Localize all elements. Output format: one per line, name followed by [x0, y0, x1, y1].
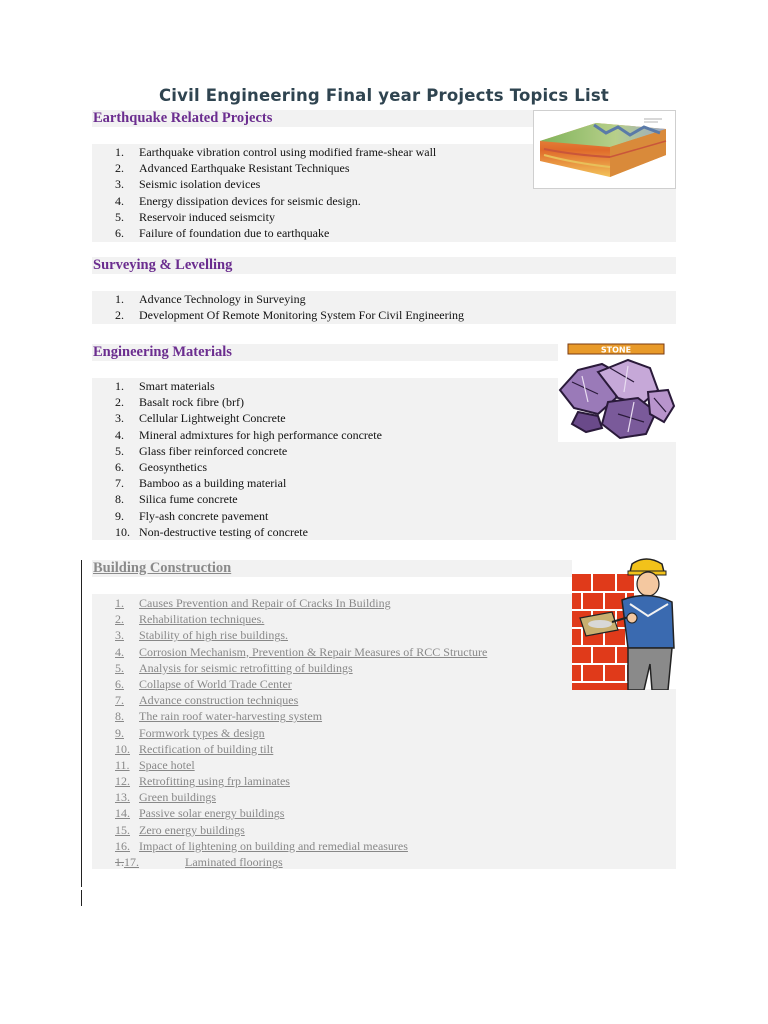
list-item: 5. Glass fiber reinforced concrete — [115, 443, 288, 458]
list-item: 2. Basalt rock fibre (brf) — [115, 395, 244, 410]
list-item: 12. Retrofitting using frp laminates — [115, 774, 290, 789]
list-item: 7. Advance construction techniques — [115, 693, 299, 708]
list-item: 14. Passive solar energy buildings — [115, 806, 285, 821]
list-item: 3. Stability of high rise buildings. — [115, 628, 288, 643]
list-item: 6. Failure of foundation due to earthquake — [115, 225, 330, 240]
list-item: 13. Green buildings — [115, 790, 216, 805]
earth-layers-image — [533, 110, 676, 189]
list-item: 10. Non-destructive testing of concrete — [115, 524, 308, 539]
list-item: 11. Space hotel — [115, 757, 195, 772]
list-materials — [93, 378, 382, 540]
list-item: 4. Energy dissipation devices for seismic design. — [115, 193, 361, 208]
list-item: 5. Reservoir induced seismcity — [115, 209, 275, 224]
bricklayer-clipart — [572, 556, 676, 690]
list-item: 1. Earthquake vibration control using modified frame-shear wall — [115, 145, 437, 159]
list-item: 1. Smart materials — [115, 379, 215, 393]
list-building — [93, 595, 487, 870]
section-heading-surveying: Surveying & Levelling — [93, 257, 233, 273]
list-item: 16. Impact of lightening on building and remedial measures — [115, 838, 408, 853]
struck-number: 1. — [115, 855, 124, 869]
list-item: 10. Rectification of building tilt — [115, 741, 274, 756]
list-item: 8. Silica fume concrete — [115, 492, 238, 507]
list-item: 7. Bamboo as a building material — [115, 476, 287, 491]
list-item: 4. Mineral admixtures for high performance concrete — [115, 427, 382, 442]
list-earthquake — [93, 144, 436, 241]
list-item: 3. Seismic isolation devices — [115, 177, 261, 192]
list-item: 3. Cellular Lightweight Concrete — [115, 411, 286, 426]
list-item: 15. Zero energy buildings — [115, 822, 245, 837]
list-item: 1. Causes Prevention and Repair of Cracks In Building — [115, 596, 391, 610]
list-surveying — [93, 291, 464, 323]
list-item: 1. Advance Technology in Surveying — [115, 292, 306, 306]
revision-bar — [81, 890, 82, 906]
list-item: 9. Fly-ash concrete pavement — [115, 508, 269, 523]
list-item: 5. Analysis for seismic retrofitting of buildings — [115, 660, 353, 675]
list-item: 2. Rehabilitation techniques. — [115, 612, 265, 627]
list-item: 8. The rain roof water-harvesting system — [115, 709, 323, 724]
section-heading-building: Building Construction — [93, 560, 232, 576]
list-item: 9. Formwork types & design — [115, 725, 265, 740]
list-item-tracked: 1.17. Laminated floorings — [115, 855, 283, 869]
list-item: 2. Advanced Earthquake Resistant Techniques — [115, 161, 350, 176]
item-number: 17. — [124, 855, 139, 869]
list-item: 4. Corrosion Mechanism, Prevention & Repair Measures of RCC Structure — [115, 644, 488, 659]
list-item: 2. Development Of Remote Monitoring System For Civil Engineering — [115, 308, 464, 323]
section-heading-materials: Engineering Materials — [93, 344, 232, 360]
list-item: 6. Collapse of World Trade Center — [115, 676, 292, 691]
stone-clipart — [558, 342, 676, 442]
revision-bar — [81, 560, 82, 887]
stone-sign-text: STONE — [600, 345, 632, 355]
section-heading-earthquake: Earthquake Related Projects — [93, 110, 273, 126]
page-title: Civil Engineering Final year Projects Topics List — [159, 86, 609, 105]
list-item: 6. Geosynthetics — [115, 459, 207, 474]
